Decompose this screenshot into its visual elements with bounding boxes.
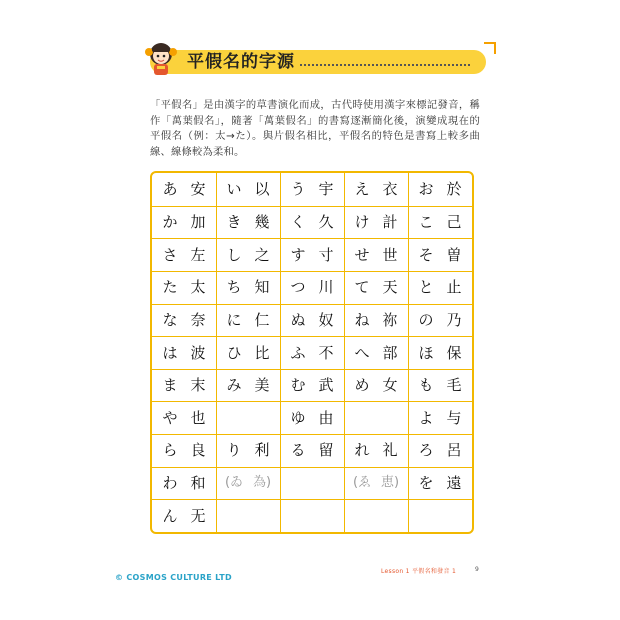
hiragana-character: さ [162,245,178,264]
source-kanji: 祢 [382,310,398,329]
hiragana-character: く [290,212,306,231]
source-kanji: 与 [446,408,462,427]
grid-column-divider [344,173,345,532]
hiragana-character: し [226,245,242,264]
hiragana-character: も [418,376,434,395]
hiragana-character: の [418,310,434,329]
hiragana-character: (ゑ [352,475,372,491]
source-kanji: 宇 [318,180,334,199]
hiragana-character: ひ [226,343,242,362]
page-title: 平假名的字源 [187,52,295,72]
source-kanji: 保 [446,343,462,362]
hiragana-character: こ [418,212,434,231]
hiragana-character: ん [162,506,178,525]
source-kanji: 留 [318,441,334,460]
hiragana-character: に [226,310,242,329]
source-kanji: 比 [254,343,270,362]
hiragana-character: わ [162,474,178,493]
hiragana-character: は [162,343,178,362]
source-kanji: 部 [382,343,398,362]
hiragana-character: き [226,212,242,231]
source-kanji: 世 [382,245,398,264]
hiragana-character: あ [162,180,178,199]
hiragana-character: け [354,212,370,231]
hiragana-character: ぬ [290,310,306,329]
footer-lesson-title: Lesson 1 平假名和發音 1 [381,568,457,575]
source-kanji: 以 [254,180,270,199]
source-kanji: 波 [190,343,206,362]
hiragana-character: か [162,212,178,231]
grid-column-divider [408,173,409,532]
source-kanji: 奈 [190,310,206,329]
hiragana-character: ろ [418,441,434,460]
grid-row-divider [152,206,472,207]
hiragana-character: り [226,441,242,460]
hiragana-character: れ [354,441,370,460]
source-kanji: 礼 [382,441,398,460]
copyright-notice: © COSMOS CULTURE LTD [115,573,232,582]
hiragana-character: い [226,180,242,199]
source-kanji: 於 [446,180,462,199]
source-kanji: 安 [190,180,206,199]
source-kanji: 无 [190,506,206,525]
page-number: 9 [475,566,479,573]
source-kanji: 計 [382,212,398,231]
source-kanji: 利 [254,441,270,460]
source-kanji: 遠 [446,474,462,493]
hiragana-character: ゆ [290,408,306,427]
source-kanji: 由 [318,408,334,427]
source-kanji: 川 [318,278,334,297]
grid-row-divider [152,401,472,402]
grid-column-divider [280,173,281,532]
hiragana-character: せ [354,245,370,264]
source-kanji: 毛 [446,376,462,395]
source-kanji: 左 [190,245,206,264]
hiragana-character: ら [162,441,178,460]
hiragana-character: ち [226,278,242,297]
grid-row-divider [152,369,472,370]
hiragana-character: た [162,278,178,297]
source-kanji: 己 [446,212,462,231]
source-kanji: 久 [318,212,334,231]
hiragana-character: る [290,441,306,460]
source-kanji: 太 [190,278,206,297]
source-kanji: 仁 [254,310,270,329]
source-kanji: 天 [382,278,398,297]
intro-paragraph: 「平假名」是由漢字的草書演化而成，古代時使用漢字來標記發音，稱作「萬葉假名」，隨著「萬葉假名」的書寫逐漸簡化後，演變成現在的平假名（例：太→た）。與片假名相比，平假名的特色是書寫上較多曲線、線條較為柔和。 [150,99,480,158]
grid-row-divider [152,499,472,500]
hiragana-character: え [354,180,370,199]
hiragana-character: う [290,180,306,199]
source-kanji: 止 [446,278,462,297]
hiragana-character: つ [290,278,306,297]
source-kanji: 加 [190,212,206,231]
mascot-girl-icon [141,38,181,78]
grid-row-divider [152,271,472,272]
source-kanji: 不 [318,343,334,362]
grid-row-divider [152,304,472,305]
source-kanji: 之 [254,245,270,264]
hiragana-character: み [226,376,242,395]
grid-row-divider [152,238,472,239]
source-kanji: 幾 [254,212,270,231]
grid-row-divider [152,336,472,337]
hiragana-character: や [162,408,178,427]
source-kanji: 和 [190,474,206,493]
grid-row-divider [152,434,472,435]
hiragana-character: そ [418,245,434,264]
hiragana-character: す [290,245,306,264]
source-kanji: 知 [254,278,270,297]
source-kanji: 女 [382,376,398,395]
hiragana-character: よ [418,408,434,427]
grid-row-divider [152,467,472,468]
source-kanji: 乃 [446,310,462,329]
hiragana-origin-table [150,171,474,534]
source-kanji: 衣 [382,180,398,199]
hiragana-character: を [418,474,434,493]
hiragana-character: め [354,376,370,395]
source-kanji: 武 [318,376,334,395]
hiragana-character: へ [354,343,370,362]
source-kanji: 寸 [318,245,334,264]
hiragana-character: ほ [418,343,434,362]
source-kanji: 呂 [446,441,462,460]
hiragana-character: て [354,278,370,297]
hiragana-character: む [290,376,306,395]
title-dotted-leader [300,64,470,66]
source-kanji: 末 [190,376,206,395]
source-kanji: 也 [190,408,206,427]
hiragana-character: ま [162,376,178,395]
hiragana-character: ふ [290,343,306,362]
hiragana-character: な [162,310,178,329]
corner-decoration [484,42,496,54]
hiragana-character: (ゐ [224,475,244,491]
source-kanji: 為) [252,475,272,491]
hiragana-character: お [418,180,434,199]
hiragana-character: ね [354,310,370,329]
source-kanji: 美 [254,376,270,395]
grid-column-divider [216,173,217,532]
source-kanji: 良 [190,441,206,460]
source-kanji: 奴 [318,310,334,329]
source-kanji: 曽 [446,245,462,264]
source-kanji: 恵) [380,475,400,491]
hiragana-character: と [418,278,434,297]
